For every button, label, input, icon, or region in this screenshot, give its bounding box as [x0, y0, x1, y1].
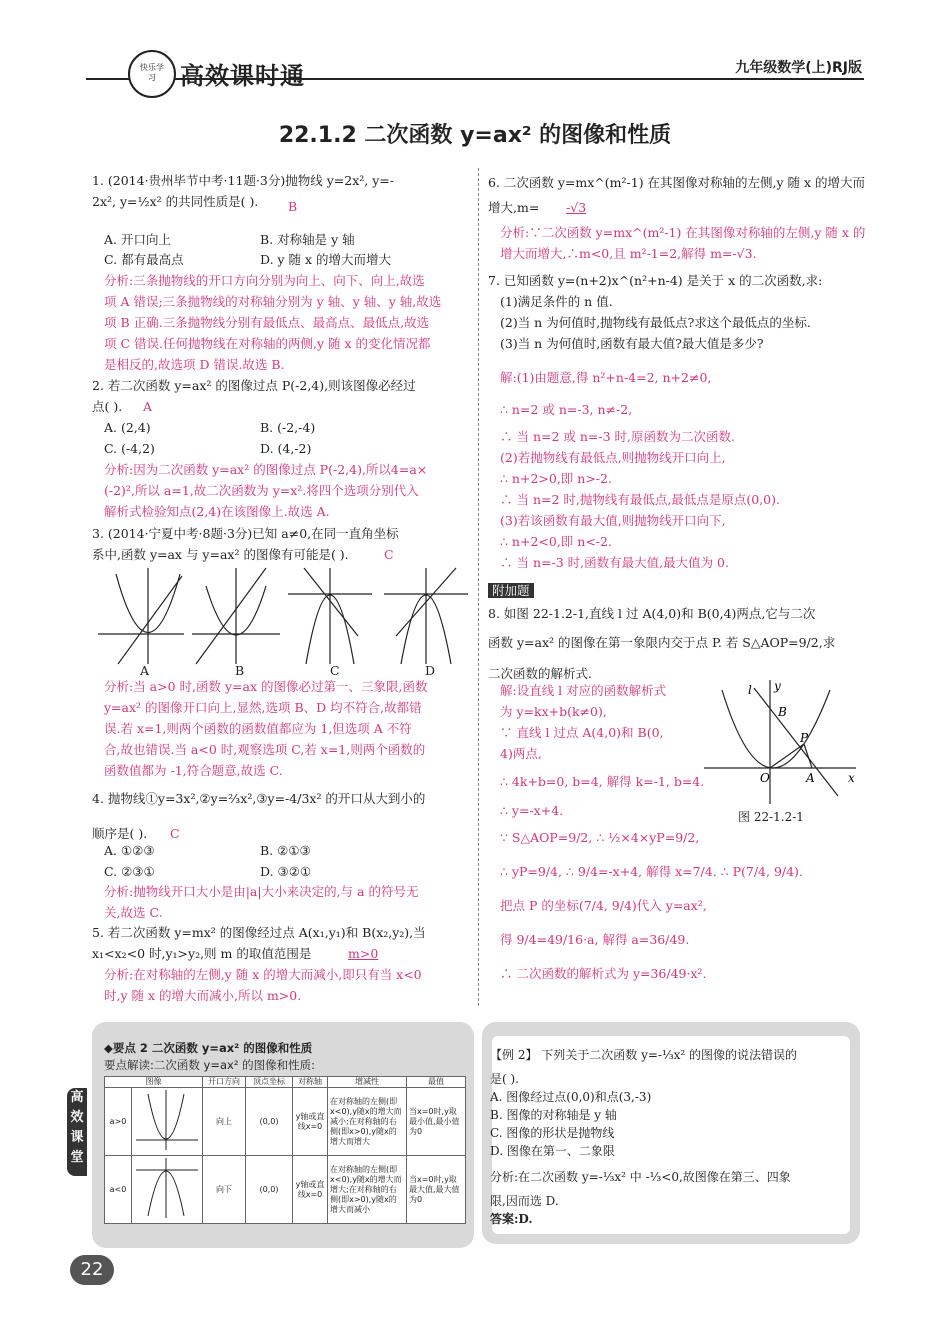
q8-figure [700, 676, 860, 806]
page-number: 22 [70, 1255, 114, 1285]
q4-an-2: 关,故选 C. [104, 905, 163, 920]
row-axis: y轴或直线x=0 [293, 1088, 328, 1156]
q8-sol-6: ∴ y=-x+4. [500, 803, 564, 818]
q1-opt-d: D. y 随 x 的增大而增大 [260, 252, 392, 267]
ex-opt-a: A. 图像经过点(0,0)和点(3,-3) [490, 1090, 652, 1104]
fig-label-a: A [806, 771, 815, 785]
q8-sol-9: 把点 P 的坐标(7/4, 9/4)代入 y=ax², [500, 898, 707, 913]
column-divider [478, 168, 479, 1006]
kp-subtitle: 要点解读:二次函数 y=ax² 的图像和性质: [104, 1058, 315, 1072]
q7-line1: 7. 已知函数 y=(n+2)x^(n²+n-4) 是关于 x 的二次函数,求: [488, 273, 823, 288]
q3-label-b: B [235, 663, 245, 678]
q4-opt-c: C. ②③① [104, 864, 155, 879]
ex-answer: 答案:D. [490, 1212, 533, 1226]
q1-line1: 1. (2014·贵州毕节中考·11题·3分)抛物线 y=2x², y=- [92, 173, 394, 188]
row-cond: a>0 [105, 1088, 132, 1156]
row-axis: y轴或直线x=0 [293, 1156, 328, 1224]
q7-sol-4: (2)若抛物线有最低点,则抛物线开口向上, [500, 450, 726, 465]
th-vertex: 顶点坐标 [246, 1077, 293, 1088]
q7-text [488, 270, 822, 354]
th-ext: 最值 [407, 1077, 466, 1088]
q1-an-2: 项 A 错误;三条抛物线的对称轴分别为 y 轴、y 轴、y 轴,故选 [104, 294, 442, 309]
q2-text [92, 375, 416, 417]
q1-answer: B [288, 199, 298, 214]
q2-answer: A [143, 399, 153, 414]
q7-sol-5: ∴ n+2>0,即 n>-2. [500, 471, 612, 486]
q7-sol-3: ∴ 当 n=2 或 n=-3 时,原函数为二次函数. [500, 429, 735, 444]
q7-sol-2: ∴ n=2 或 n=-3, n≠-2, [500, 402, 633, 417]
row-graph [132, 1156, 203, 1224]
q6-text [488, 172, 865, 218]
q3-analysis [104, 676, 427, 781]
fig-label-o: O [760, 771, 770, 785]
clock-label: 快乐学习 [140, 63, 164, 82]
ex-opt-b: B. 图像的对称轴是 y 轴 [490, 1108, 617, 1122]
ex-an-2: 限,因而选 D. [490, 1194, 559, 1208]
q2-line2: 点( ). [92, 399, 123, 414]
q2-an-3: 解析式检验知点(2,4)在该图像上.故选 A. [104, 504, 330, 519]
fig-caption: 图 22-1.2-1 [738, 810, 804, 824]
kp-title: ◆要点 2 二次函数 y=ax² 的图像和性质 [104, 1041, 313, 1055]
example-content [490, 1046, 797, 1228]
q3-graphs [96, 566, 472, 666]
fig-label-p: P [800, 731, 809, 745]
q4-text [92, 788, 425, 844]
q8-line1: 8. 如图 22-1.2-1,直线 l 过 A(4,0)和 B(0,4)两点,它与二次 [488, 606, 816, 621]
q3-line2: 系中,函数 y=ax 与 y=ax² 的图像有可能是( ). [92, 547, 349, 562]
q3-an-2: y=ax² 的图像开口向上,显然,选项 B、D 均不符合,故都错 [104, 700, 422, 715]
clock-logo-icon [128, 50, 176, 98]
ex-title: 【例 2】 下列关于二次函数 y=-⅓x² 的图像的说法错误的 [490, 1048, 797, 1062]
fig-label-x: x [848, 771, 855, 785]
kp-table-header [105, 1077, 466, 1088]
parabola-up-icon [132, 1088, 202, 1152]
q8-sol-10: 得 9/4=49/16·a, 解得 a=36/49. [500, 932, 690, 947]
ex-q2: 是( ). [490, 1072, 519, 1086]
q7-line2: (1)满足条件的 n 值. [500, 294, 613, 309]
q4-an-1: 分析:抛物线开口大小是由|a|大小来决定的,与 a 的符号无 [104, 884, 419, 899]
q4-line2: 顺序是( ). [92, 826, 148, 841]
q7-line4: (3)当 n 为何值时,函数有最大值?最大值是多少? [500, 336, 764, 351]
row-open: 向上 [203, 1088, 246, 1156]
q3-an-1: 分析:当 a>0 时,函数 y=ax 的图像必过第一、三象限,函数 [104, 679, 428, 694]
q8-line3: 二次函数的解析式. [488, 666, 592, 681]
ex-opt-d: D. 图像在第一、二象限 [490, 1144, 615, 1158]
q6-analysis [500, 222, 865, 264]
q7-sol-9: ∴ 当 n=-3 时,函数有最大值,最大值为 0. [500, 555, 729, 570]
extra-label [488, 580, 534, 599]
q4-opt-b: B. ②①③ [260, 843, 311, 858]
q5-line1: 5. 若二次函数 y=mx² 的图像经过点 A(x₁,y₁)和 B(x₂,y₂),当 [92, 925, 426, 940]
logo-text: 高效课时通 [180, 62, 305, 90]
q4-opt-a: A. ①②③ [104, 843, 155, 858]
q5-answer: m>0 [348, 946, 379, 961]
q7-sol-6: ∴ 当 n=2 时,抛物线有最低点,最低点是原点(0,0). [500, 492, 780, 507]
q2-opt-c: C. (-4,2) [104, 441, 155, 456]
extra-label-text: 附加题 [488, 583, 534, 598]
q1-an-3: 项 B 正确.三条抛物线分别有最低点、最高点、最低点,故选 [104, 315, 430, 330]
q7-solution [500, 362, 780, 573]
table-row [105, 1156, 466, 1224]
q3-an-4: 合,故也错误.当 a<0 时,观察选项 C,若 x=1,则两个函数的 [104, 742, 426, 757]
row-vertex: (0,0) [246, 1088, 293, 1156]
q5-line2: x₁<x₂<0 时,y₁>y₂,则 m 的取值范围是 [92, 946, 312, 961]
q1-opt-c: C. 都有最高点 [104, 252, 184, 267]
side-tab: 高效课堂 [67, 1088, 87, 1176]
q8-sol-5: ∴ 4k+b=0, b=4, 解得 k=-1, b=4. [500, 774, 705, 789]
q1-an-1: 分析:三条抛物线的开口方向分别为向上、向下、向上,故选 [104, 273, 425, 288]
q5-an-2: 时,y 随 x 的增大而减小,所以 m>0. [104, 988, 302, 1003]
parabola-down-icon [132, 1156, 202, 1220]
q1-text [92, 170, 394, 212]
q6-an-2: 增大而增大,∴m<0,且 m²-1=2,解得 m=-√3. [500, 246, 757, 261]
fig-label-l: l [748, 683, 752, 697]
q8-sol-3: ∵ 直线 l 过点 A(4,0)和 B(0, [500, 725, 664, 740]
q8-sol-8: ∴ yP=9/4, ∴ 9/4=-x+4, 解得 x=7/4. ∴ P(7/4, 9/4). [500, 864, 803, 879]
row-cond: a<0 [105, 1156, 132, 1224]
q1-an-4: 项 C 错误.任何抛物线在对称轴的两侧,y 随 x 的变化情况都 [104, 336, 431, 351]
q3-label-a: A [140, 663, 150, 678]
q1-analysis [104, 270, 441, 375]
q2-opt-d: D. (4,-2) [260, 441, 312, 456]
q3-an-5: 函数值都为 -1,符合题意,故选 C. [104, 763, 283, 778]
fig-label-y: y [774, 679, 781, 693]
q6-line1: 6. 二次函数 y=mx^(m²-1) 在其图像对称轴的左侧,y 随 x 的增大而 [488, 175, 866, 190]
grade-label: 九年级数学(上)RJ版 [735, 60, 862, 76]
q8-line2: 函数 y=ax² 的图像在第一象限内交于点 P. 若 S△AOP=9/2,求 [488, 635, 836, 650]
row-open: 向下 [203, 1156, 246, 1224]
q3-label-c: C [330, 663, 340, 678]
q5-analysis [104, 964, 422, 1006]
q3-line1: 3. (2014·宁夏中考·8题·3分)已知 a≠0,在同一直角坐标 [92, 526, 399, 541]
q2-opt-a: A. (2,4) [104, 420, 151, 435]
q3-label-d: D [425, 663, 436, 678]
row-ext: 当x=0时,y取最小值,最小值为0 [407, 1088, 466, 1156]
ex-an-1: 分析:在二次函数 y=-⅓x² 中 -⅓<0,故图像在第三、四象 [490, 1170, 791, 1184]
q6-line2: 增大,m= [488, 200, 540, 215]
q5-an-1: 分析:在对称轴的左侧,y 随 x 的增大而减小,即只有当 x<0 [104, 967, 422, 982]
th-image: 图像 [105, 1077, 203, 1088]
q8-text [488, 603, 835, 684]
q4-opt-d: D. ③②① [260, 864, 312, 879]
row-ext: 当x=0时,y取最大值,最大值为0 [407, 1156, 466, 1224]
q7-sol-8: ∴ n+2<0,即 n<-2. [500, 534, 612, 549]
row-mono: 在对称轴的左侧(即x<0),y随x的增大而增大;在对称轴的右侧(即x>0),y随x的增大而减小 [328, 1156, 407, 1224]
q3-text [92, 523, 399, 565]
q7-sol-7: (3)若该函数有最大值,则抛物线开口向下, [500, 513, 726, 528]
q1-an-5: 是相反的,故选项 D 错误.故选 B. [104, 357, 285, 372]
q3-answer: C [384, 547, 394, 562]
table-row [105, 1088, 466, 1156]
q4-analysis [104, 881, 418, 923]
kp-table [104, 1076, 466, 1224]
row-graph [132, 1088, 203, 1156]
q1-line2: 2x², y=½x² 的共同性质是( ). [92, 194, 259, 209]
row-mono: 在对称轴的左侧(即x<0),y随x的增大而减小;在对称轴的右侧(即x>0),y随x的增大而增大 [328, 1088, 407, 1156]
q6-an-1: 分析:∵二次函数 y=mx^(m²-1) 在其图像对称轴的左侧,y 随 x 的 [500, 225, 866, 240]
row-vertex: (0,0) [246, 1156, 293, 1224]
ex-opt-c: C. 图像的形状是抛物线 [490, 1126, 615, 1140]
q1-opt-a: A. 开口向上 [104, 232, 171, 247]
q8-sol-1: 解:设直线 l 对应的函数解析式 [500, 683, 667, 698]
q8-sol-4: 4)两点, [500, 746, 542, 761]
q4-line1: 4. 抛物线①y=3x²,②y=⅔x²,③y=-4/3x² 的开口从大到小的 [92, 791, 426, 806]
th-mono: 增减性 [328, 1077, 407, 1088]
q8-sol-7: ∵ S△AOP=9/2, ∴ ½×4×yP=9/2, [500, 830, 700, 845]
th-open: 开口方向 [203, 1077, 246, 1088]
q2-opt-b: B. (-2,-4) [260, 420, 316, 435]
q7-line3: (2)当 n 为何值时,抛物线有最低点?求这个最低点的坐标. [500, 315, 811, 330]
q2-an-2: (-2)²,所以 a=1,故二次函数为 y=x².将四个选项分别代入 [104, 483, 419, 498]
q1-opt-b: B. 对称轴是 y 轴 [260, 232, 355, 247]
q8-sol-11: ∴ 二次函数的解析式为 y=36/49·x². [500, 966, 707, 981]
q3-an-3: 误.若 x=1,则两个函数的函数值都应为 1,但选项 A 不符 [104, 721, 412, 736]
q8-sol-2: 为 y=kx+b(k≠0), [500, 704, 607, 719]
q4-answer: C [170, 826, 180, 841]
q2-analysis [104, 459, 427, 522]
th-axis: 对称轴 [293, 1077, 328, 1088]
q7-sol-1: 解:(1)由题意,得 n²+n-4=2, n+2≠0, [500, 370, 712, 385]
q6-answer: -√3 [566, 200, 587, 215]
q2-an-1: 分析:因为二次函数 y=ax² 的图像过点 P(-2,4),所以4=a× [104, 462, 428, 477]
fig-label-b: B [778, 705, 787, 719]
page-title: 22.1.2 二次函数 y=ax² 的图像和性质 [278, 123, 672, 148]
q2-line1: 2. 若二次函数 y=ax² 的图像过点 P(-2,4),则该图像必经过 [92, 378, 416, 393]
